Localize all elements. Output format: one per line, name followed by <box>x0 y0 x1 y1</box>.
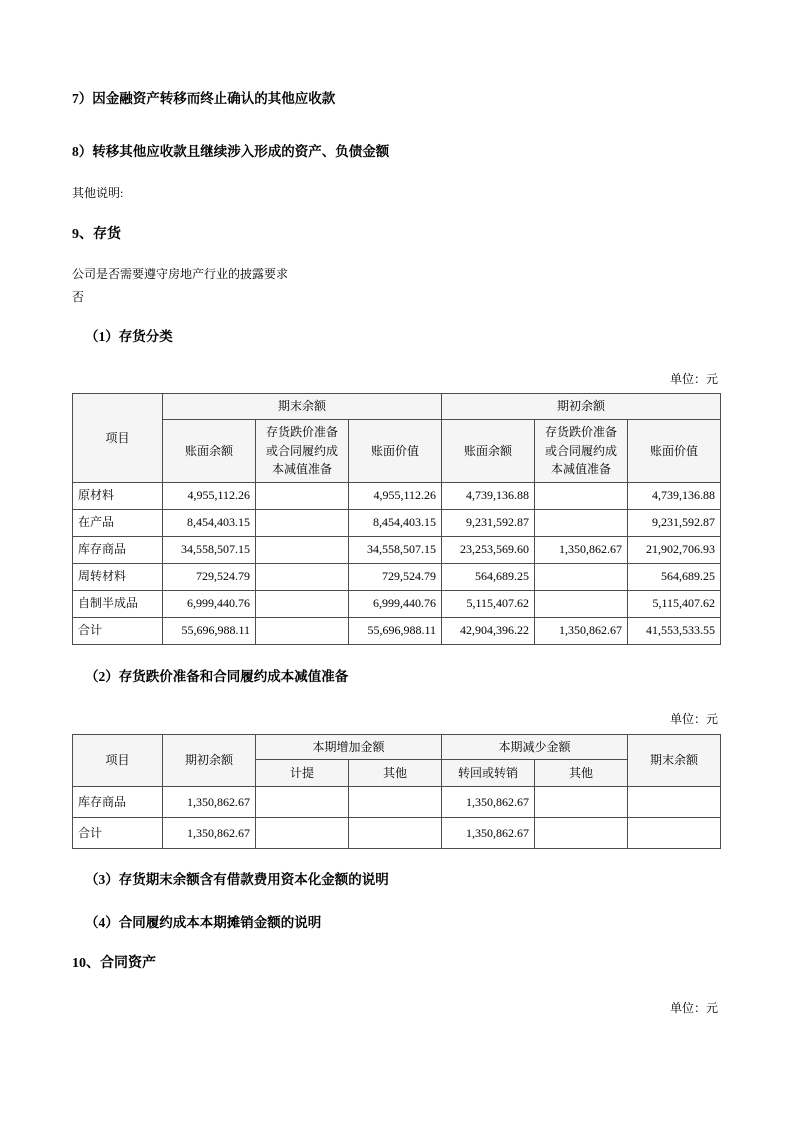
cell-value: 41,553,533.55 <box>628 617 721 644</box>
cell-value: 21,902,706.93 <box>628 536 721 563</box>
heading-8: 8）转移其他应收款且继续涉入形成的资产、负债金额 <box>72 143 390 159</box>
cell-value: 6,999,440.76 <box>163 590 256 617</box>
header-group-decrease: 本期减少金额 <box>442 734 628 760</box>
header-item: 项目 <box>73 394 163 482</box>
row-label: 合计 <box>73 617 163 644</box>
table-row <box>73 563 721 590</box>
cell-value <box>256 818 349 849</box>
other-note: 其他说明: <box>72 185 124 200</box>
cell-value: 5,115,407.62 <box>628 590 721 617</box>
heading-9-inventory: 9、存货 <box>72 226 121 242</box>
row-label: 自制半成品 <box>73 590 163 617</box>
cell-value: 1,350,862.67 <box>163 787 256 818</box>
table-row-total <box>73 617 721 644</box>
cell-value: 34,558,507.15 <box>163 536 256 563</box>
cell-value: 4,955,112.26 <box>349 482 442 509</box>
unit-label: 单位：元 <box>669 711 718 726</box>
cell-value <box>535 509 628 536</box>
cell-value: 4,739,136.88 <box>628 482 721 509</box>
header-book-value: 账面价值 <box>349 420 442 483</box>
cell-value: 55,696,988.11 <box>163 617 256 644</box>
header-impairment-provision: 存货跌价准备或合同履约成本减值准备 <box>256 420 349 483</box>
row-label: 库存商品 <box>73 536 163 563</box>
header-book-balance: 账面余额 <box>442 420 535 483</box>
cell-value <box>256 563 349 590</box>
cell-value <box>256 536 349 563</box>
heading-10-contract-assets: 10、合同资产 <box>72 955 156 971</box>
table-row <box>73 482 721 509</box>
cell-value <box>256 617 349 644</box>
cell-value <box>628 818 721 849</box>
cell-value: 8,454,403.15 <box>349 509 442 536</box>
table-row <box>73 787 721 818</box>
cell-value: 1,350,862.67 <box>535 617 628 644</box>
cell-value <box>256 787 349 818</box>
header-other: 其他 <box>349 760 442 787</box>
cell-value <box>535 590 628 617</box>
cell-value: 729,524.79 <box>349 563 442 590</box>
cell-value <box>256 590 349 617</box>
header-row-groups <box>73 394 721 420</box>
cell-value: 8,454,403.15 <box>163 509 256 536</box>
heading-9-3: （3）存货期末余额含有借款费用资本化金额的说明 <box>85 872 389 888</box>
cell-value: 1,350,862.67 <box>535 536 628 563</box>
heading-7: 7）因金融资产转移而终止确认的其他应收款 <box>72 91 336 106</box>
cell-value: 9,231,592.87 <box>442 509 535 536</box>
header-other: 其他 <box>535 760 628 787</box>
header-beginning-balance: 期初余额 <box>163 734 256 787</box>
header-group-ending-balance: 期末余额 <box>163 394 442 420</box>
cell-value: 5,115,407.62 <box>442 590 535 617</box>
cell-value <box>349 787 442 818</box>
cell-value: 42,904,396.22 <box>442 617 535 644</box>
cell-value: 55,696,988.11 <box>349 617 442 644</box>
header-row-sub <box>73 420 721 483</box>
cell-value: 23,253,569.60 <box>442 536 535 563</box>
disclosure-question: 公司是否需要遵守房地产行业的披露要求 <box>72 267 289 282</box>
cell-value: 1,350,862.67 <box>163 818 256 849</box>
header-reversal-or-writeoff: 转回或转销 <box>442 760 535 787</box>
disclosure-answer: 否 <box>72 289 85 304</box>
impairment-provision-table <box>72 734 721 850</box>
header-book-balance: 账面余额 <box>163 420 256 483</box>
cell-value <box>535 787 628 818</box>
cell-value <box>535 563 628 590</box>
cell-value: 9,231,592.87 <box>628 509 721 536</box>
header-impairment-provision: 存货跌价准备或合同履约成本减值准备 <box>535 420 628 483</box>
row-label: 库存商品 <box>73 787 163 818</box>
header-accrual: 计提 <box>256 760 349 787</box>
row-label: 原材料 <box>73 482 163 509</box>
heading-9-2: （2）存货跌价准备和合同履约成本减值准备 <box>85 668 349 684</box>
header-group-increase: 本期增加金额 <box>256 734 442 760</box>
cell-value <box>256 482 349 509</box>
cell-value: 564,689.25 <box>442 563 535 590</box>
table-row <box>73 536 721 563</box>
table-row <box>73 509 721 536</box>
unit-label: 单位：元 <box>669 1001 718 1016</box>
row-label: 合计 <box>73 818 163 849</box>
cell-value: 4,739,136.88 <box>442 482 535 509</box>
cell-value: 564,689.25 <box>628 563 721 590</box>
heading-9-1: （1）存货分类 <box>85 328 173 344</box>
cell-value: 6,999,440.76 <box>349 590 442 617</box>
cell-value <box>535 482 628 509</box>
cell-value: 34,558,507.15 <box>349 536 442 563</box>
unit-label: 单位：元 <box>669 371 718 386</box>
header-ending-balance: 期末余额 <box>628 734 721 787</box>
table-row <box>73 590 721 617</box>
cell-value: 1,350,862.67 <box>442 787 535 818</box>
header-book-value: 账面价值 <box>628 420 721 483</box>
inventory-classification-table <box>72 393 721 644</box>
cell-value: 1,350,862.67 <box>442 818 535 849</box>
cell-value <box>256 509 349 536</box>
header-item: 项目 <box>73 734 163 787</box>
cell-value <box>535 818 628 849</box>
cell-value: 4,955,112.26 <box>163 482 256 509</box>
row-label: 周转材料 <box>73 563 163 590</box>
header-group-beginning-balance: 期初余额 <box>442 394 721 420</box>
cell-value: 729,524.79 <box>163 563 256 590</box>
table-row-total <box>73 818 721 849</box>
row-label: 在产品 <box>73 509 163 536</box>
heading-9-4: （4）合同履约成本本期摊销金额的说明 <box>85 915 322 930</box>
cell-value <box>628 787 721 818</box>
cell-value <box>349 818 442 849</box>
header-row-groups <box>73 734 721 760</box>
